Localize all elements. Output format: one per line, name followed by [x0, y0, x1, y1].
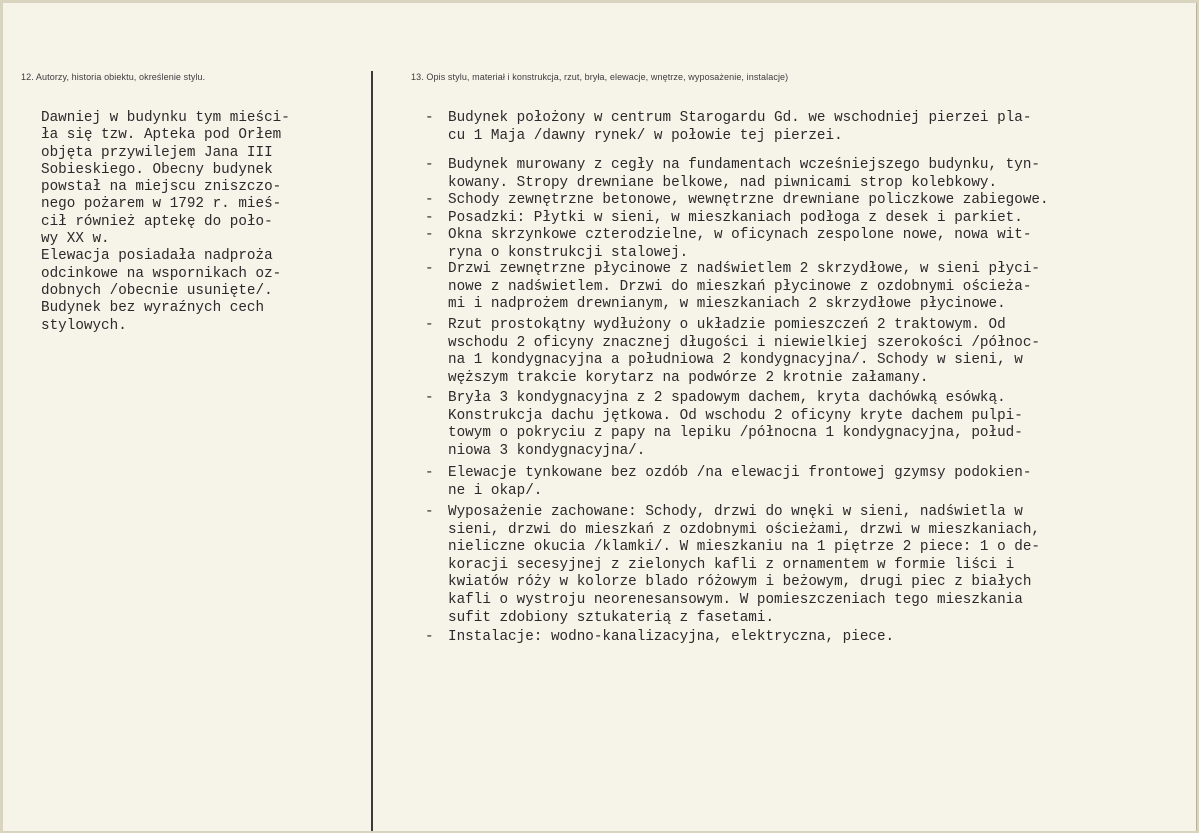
document-sheet — [3, 3, 1197, 831]
list-dash: - — [425, 465, 434, 481]
list-item-text — [448, 210, 1023, 228]
list-dash: - — [425, 317, 434, 333]
list-item-line: Okna skrzynkowe czterodzielne, w oficynach zespolone nowe, nowa wit- — [448, 227, 1032, 243]
list-item-line: Instalacje: wodno-kanalizacyjna, elektryczna, piece. — [448, 629, 895, 645]
list-item-line: Budynek murowany z cegły na fundamentach wcześniejszego budynku, tyn- — [448, 157, 1040, 173]
list-item-text — [448, 504, 1040, 627]
list-dash: - — [425, 210, 434, 226]
list-item-text — [448, 261, 1040, 314]
column-divider — [371, 71, 373, 831]
field-12-line: cił również aptekę do poło- — [41, 213, 273, 230]
list-dash: - — [425, 227, 434, 243]
list-dash: - — [425, 192, 434, 208]
list-item-line: cu 1 Maja /dawny rynek/ w połowie tej pierzei. — [448, 127, 843, 144]
field-12-line: ła się tzw. Apteka pod Orłem — [41, 127, 282, 144]
list-item-text — [448, 110, 1031, 145]
field-12-line: Dawniej w budynku tym mieści- — [41, 110, 290, 126]
list-dash: - — [425, 110, 434, 126]
list-item-text — [448, 157, 1040, 192]
list-dash: - — [425, 157, 434, 173]
list-item-line: towym o pokryciu z papy na lepiku /północna 1 kondygnacyjna, połud- — [448, 425, 1023, 442]
field-12-line: Elewacja posiadała nadproża — [41, 248, 273, 265]
list-item-text — [448, 629, 894, 647]
field-12-header: 12. Autorzy, historia obiektu, określenie stylu. — [21, 72, 206, 82]
list-item-text — [448, 390, 1023, 460]
list-item-line: sieni, drzwi do mieszkań z ozdobnymi ościeżami, drzwi w mieszkaniach, — [448, 521, 1040, 538]
list-item-line: koracji secesyjnej z zielonych kafli z ornamentem w formie liści i — [448, 556, 1015, 573]
list-item-line: ne i okap/. — [448, 482, 543, 499]
list-item-line: wschodu 2 oficyny znacznej długości i niewielkiej szerokości /północ- — [448, 334, 1040, 351]
list-item-line: mi i nadprożem drewnianym, w mieszkaniach 2 skrzydłowe płycinowe. — [448, 296, 1006, 313]
field-12-line: Sobieskiego. Obecny budynek — [41, 161, 273, 178]
list-item-line: Drzwi zewnętrzne płycinowe z nadświetlem 2 skrzydłowe, w sieni płyci- — [448, 261, 1040, 277]
list-dash: - — [425, 504, 434, 520]
list-dash: - — [425, 261, 434, 277]
list-item-line: kwiatów róży w kolorze blado różowym i beżowym, drugi piec z białych — [448, 574, 1032, 591]
list-item-line: Elewacje tynkowane bez ozdób /na elewacji frontowej gzymsy podokien- — [448, 465, 1032, 481]
field-13-header: 13. Opis stylu, materiał i konstrukcja, rzut, bryła, elewacje, wnętrze, wyposażenie, instalacje) — [411, 72, 789, 82]
list-item-line: na 1 kondygnacyjna a południowa 2 kondygnacyjna/. Schody w sieni, w — [448, 352, 1023, 369]
field-12-line: odcinkowe na wspornikach oz- — [41, 265, 282, 282]
list-item-line: ryna o konstrukcji stalowej. — [448, 244, 689, 261]
list-item-line: nieliczne okucia /klamki/. W mieszkaniu na 1 piętrze 2 piece: 1 o de- — [448, 539, 1040, 556]
list-item-line: Konstrukcja dachu jętkowa. Od wschodu 2 oficyny kryte dachem pulpi- — [448, 407, 1023, 424]
list-item-line: nowe z nadświetlem. Drzwi do mieszkań płycinowe z ozdobnymi ościeża- — [448, 278, 1032, 295]
list-item-text — [448, 317, 1040, 387]
list-item-line: Rzut prostokątny wydłużony o układzie pomieszczeń 2 traktowym. Od — [448, 317, 1006, 333]
list-item-line: kafli o wystroju neorenesansowym. W pomieszczeniach tego mieszkania — [448, 591, 1023, 608]
list-item-line: Posadzki: Płytki w sieni, w mieszkaniach podłoga z desek i parkiet. — [448, 210, 1023, 226]
field-12-line: powstał na miejscu zniszczo- — [41, 179, 282, 196]
list-item-line: węższym trakcie korytarz na podwórze 2 krotnie załamany. — [448, 369, 929, 386]
list-item-line: Schody zewnętrzne betonowe, wewnętrzne drewniane policzkowe zabiegowe. — [448, 192, 1049, 208]
field-12-line: objęta przywilejem Jana III — [41, 144, 273, 161]
list-item-text — [448, 227, 1031, 262]
field-12-text — [41, 110, 290, 335]
field-12-line: nego pożarem w 1792 r. mieś- — [41, 196, 282, 213]
field-12-line: dobnych /obecnie usunięte/. — [41, 282, 273, 299]
list-item-line: Budynek położony w centrum Starogardu Gd. we wschodniej pierzei pla- — [448, 110, 1032, 126]
field-12-line: Budynek bez wyraźnych cech — [41, 300, 265, 317]
list-item-line: sufit zdobiony sztukaterią z fasetami. — [448, 609, 775, 626]
list-item-line: Bryła 3 kondygnacyjna z 2 spadowym dachem, kryta dachówką esówką. — [448, 390, 1006, 406]
list-item-line: niowa 3 kondygnacyjna/. — [448, 442, 646, 459]
list-item-text — [448, 465, 1031, 500]
list-dash: - — [425, 390, 434, 406]
list-dash: - — [425, 629, 434, 645]
field-12-line: stylowych. — [41, 317, 127, 334]
list-item-text — [448, 192, 1049, 210]
list-item-line: kowany. Stropy drewniane belkowe, nad piwnicami strop kolebkowy. — [448, 174, 998, 191]
list-item-line: Wyposażenie zachowane: Schody, drzwi do wnęki w sieni, nadświetla w — [448, 504, 1023, 520]
field-12-line: wy XX w. — [41, 231, 110, 248]
